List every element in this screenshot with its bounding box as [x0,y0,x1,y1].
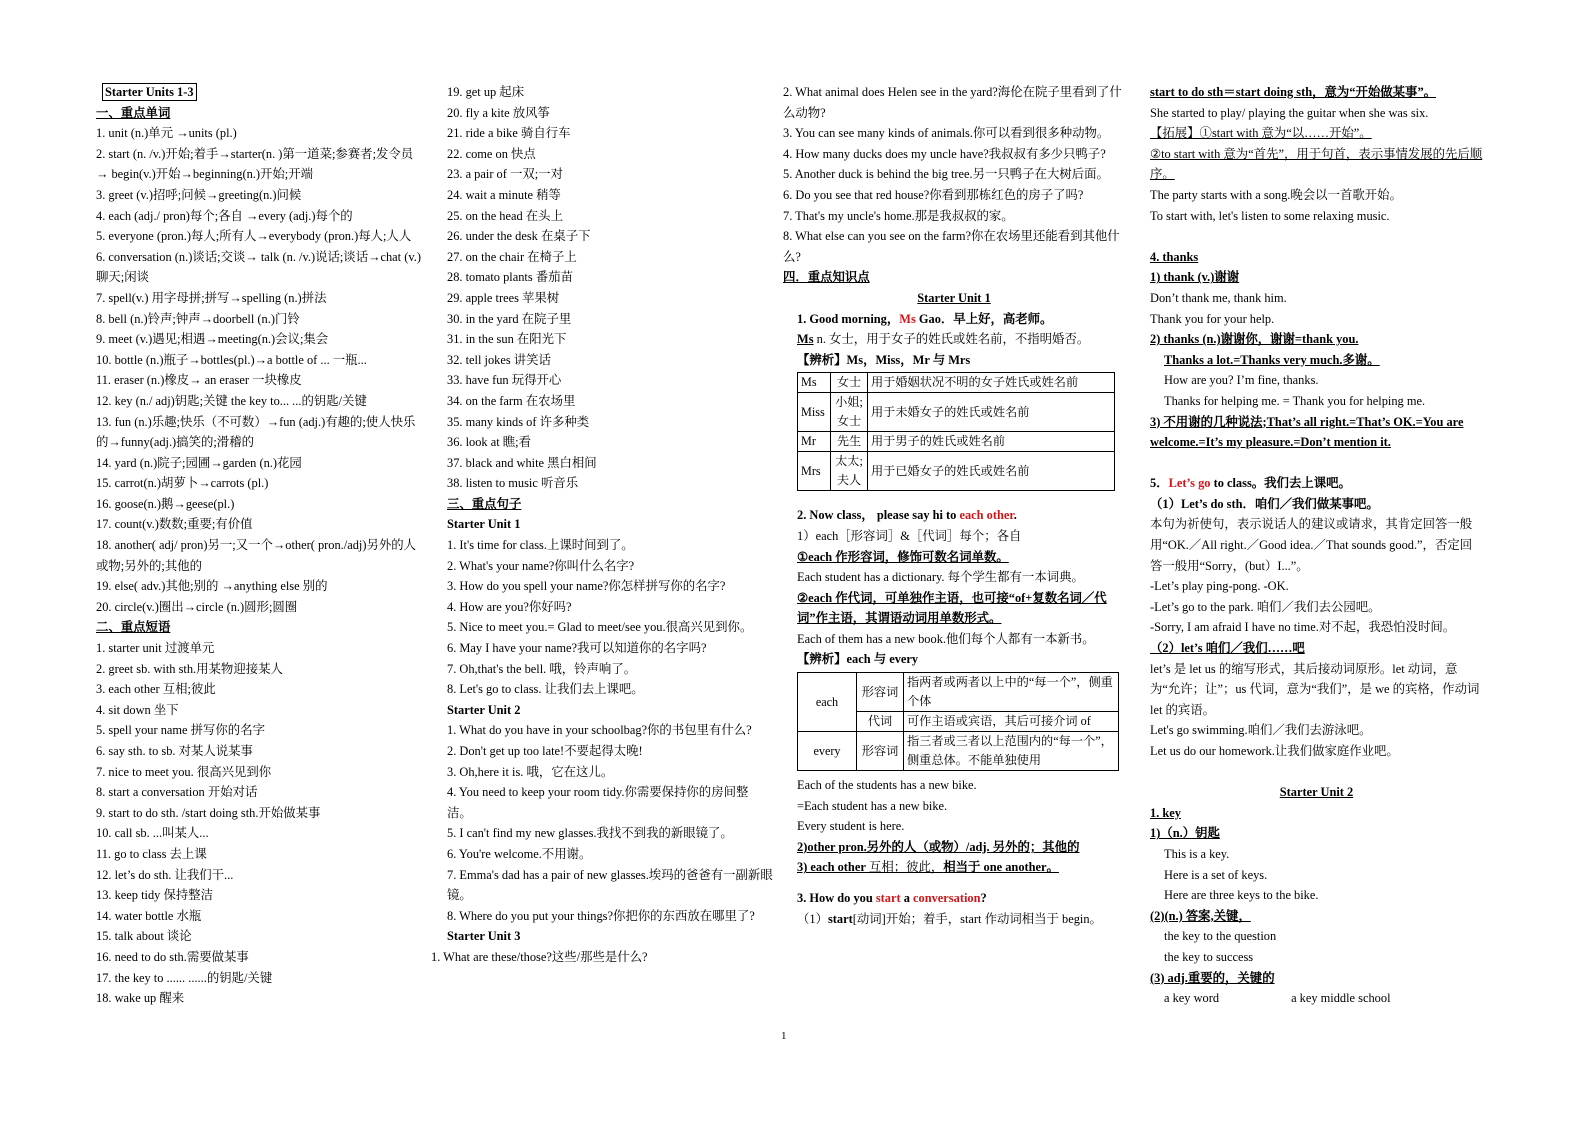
list-item: 11. go to class 去上课 [96,846,207,861]
sub-point: 3) 不用谢的几种说法;That’s all right.=That’s OK.=You are welcome.=It’s my pleasure.=Don’t mention it. [1150,414,1464,450]
extension: 【拓展】①start with 意为“以……开始”。 [1150,126,1372,141]
list-item: 5. I can't find my new glasses.我找不到我的新眼镜了。 [447,826,733,841]
column-4 [1150,82,1483,1009]
list-item: 35. many kinds of 许多种类 [447,414,590,429]
page-number: 1 [781,1030,787,1042]
example: Thanks a lot.=Thanks very much.多谢。 [1164,352,1380,367]
list-item: 5. everyone (pron.)每人;所有人→everybody (pron.)每人;人人 [96,229,412,244]
sub-point: （1）start[动词]开始；着手，start 作动词相当于 begin。 [797,911,1102,926]
rule: ②each 作代词，可单独作主语，也可接“of+复数名词／代词”作主语，其谓语动词用单数形式。 [797,590,1107,626]
table-row [798,432,1115,452]
unit-heading: Starter Unit 3 [447,929,521,944]
example: Each of them has a new book.他们每个人都有一本新书。 [797,631,1095,646]
list-item: 26. under the desk 在桌子下 [447,229,591,244]
knowledge-point: 3. How do you start a conversation? [797,891,987,906]
meaning-cell: 女士 [831,373,868,393]
list-item: 20. fly a kite 放风筝 [447,105,550,120]
sub-point: (2)(n.) 答案,关键， [1150,908,1251,923]
list-item: 6. Do you see that red house?你看到那栋红色的房子了吗? [783,187,1084,202]
column-1 [96,82,422,1009]
list-item: 6. May I have your name?我可以知道你的名字吗? [447,641,707,656]
example-list [783,775,1125,837]
list-item: 2. What animal does Helen see in the yard?海伦在院子里看到了什么动物? [783,85,1122,120]
unit-heading: Starter Unit 1 [917,290,991,305]
usage-cell: 指两者或两者以上中的“每一个”，侧重个体 [904,673,1119,712]
list-item: 3. Oh,here it is. 哦，它在这儿。 [447,764,614,779]
usage-cell: 用于已婚女子的姓氏或姓名前 [868,452,1115,491]
sub-point: 2) thanks (n.)谢谢你，谢谢=thank you. [1150,332,1359,347]
explanation: 本句为祈使句，表示说话人的建议或请求，其肯定回答一般用“OK.／All right.／Good idea.／That sounds good.”，否定回答一般用“Sorry，(but）I...”。 [1150,517,1473,573]
term-cell: Ms [798,373,831,393]
list-item: 29. apple trees 苹果树 [447,290,560,305]
list-item: 8. Where do you put your things?你把你的东西放在哪里了? [447,908,755,923]
list-item: 30. in the yard 在院子里 [447,311,572,326]
example: This is a key. [1164,846,1230,861]
term-cell: Mrs [798,452,831,491]
list-item: 10. bottle (n.)瓶子→bottles(pl.)→a bottle of ... 一瓶... [96,352,367,367]
list-item: 11. eraser (n.)橡皮→ an eraser 一块橡皮 [96,373,302,388]
phrase-list-continued [447,82,773,494]
example: Let's go swimming.咱们／我们去游泳吧。 [1150,723,1372,738]
list-item: 17. the key to ...... ......的钥匙/关键 [96,970,273,985]
list-item: 4. You need to keep your room tidy.你需要保持你的房间整洁。 [447,785,749,820]
list-item: 34. on the farm 在农场里 [447,393,576,408]
table-row [798,393,1115,432]
list-item: 3. You can see many kinds of animals.你可以看到很多种动物。 [783,126,1110,141]
list-item: 5. spell your name 拼写你的名字 [96,723,265,738]
list-item: 13. fun (n.)乐趣;快乐（不可数）→fun (adj.)有趣的;使人快乐的→funny(adj.)搞笑的;滑稽的 [96,414,416,450]
column-2 [431,82,773,968]
section-heading-sentences: 三、重点句子 [447,496,522,511]
knowledge-point: 5．Let’s go to class。我们去上课吧。 [1150,476,1351,491]
usage-cell: 指三者或三者以上范围内的“每一个”，侧重总体。不能单独使用 [904,732,1119,771]
sub-point: 3) each other 互相；彼此，相当于 one another。 [797,860,1059,875]
list-item: 6. conversation (n.)谈话;交谈→ talk (n. /v.)说话;谈话→chat (v.)聊天;闲谈 [96,249,421,285]
phrase-list [96,638,422,1009]
list-item: 9. start to do sth. /start doing sth.开始做某事 [96,805,321,820]
example: To start with, let's listen to some relaxing music. [1150,208,1390,223]
table-row [798,673,1119,712]
title-comparison-table [797,372,1115,491]
section-heading-phrases: 二、重点短语 [96,620,171,635]
list-item: 1. starter unit 过渡单元 [96,641,215,656]
sub-point: 1)（n.）钥匙 [1150,826,1220,841]
term-cell: each [798,673,857,732]
list-item: Each of the students has a new bike. [797,778,977,793]
list-item: 14. yard (n.)院子;园圃→garden (n.)花园 [96,455,302,470]
table-row [798,732,1119,771]
sentence-list [447,535,773,700]
example: She started to play/ playing the guitar when she was six. [1150,105,1429,120]
list-item: 19. get up 起床 [447,85,525,99]
list-item: 5. Nice to meet you.= Glad to meet/see you.很高兴见到你。 [447,620,753,635]
example: Here is a set of keys. [1164,867,1268,882]
list-item: 27. on the chair 在椅子上 [447,249,577,264]
list-item: 38. listen to music 听音乐 [447,476,579,491]
pos-cell: 形容词 [857,732,904,771]
column-3 [783,82,1125,929]
section-heading-knowledge: 四．重点知识点 [783,270,870,285]
knowledge-point: 1. key [1150,805,1181,820]
meaning-cell: 太太; 夫人 [831,452,868,491]
bianxi-heading: 【辨析】each 与 every [797,652,919,667]
list-item: 20. circle(v.)圈出→circle (n.)圆形;圆圈 [96,599,298,614]
list-item: 7. That's my uncle's home.那是我叔叔的家。 [783,208,1014,223]
example: a key word a key middle school [1164,991,1391,1006]
example: Thank you for your help. [1150,311,1275,326]
usage-cell: 用于婚姻状况不明的女子姓氏或姓名前 [868,373,1115,393]
usage-cell: 用于男子的姓氏或姓名前 [868,432,1115,452]
example: the key to the question [1164,929,1277,944]
list-item: 8. What else can you see on the farm?你在农场里还能看到其他什么? [783,229,1120,264]
list-item: 9. meet (v.)遇见;相遇→meeting(n.)会议;集会 [96,332,329,347]
list-item: 31. in the sun 在阳光下 [447,332,567,347]
list-item: 13. keep tidy 保持整洁 [96,888,214,903]
list-item: 23. a pair of 一双;一对 [447,167,563,182]
meaning-cell: 先生 [831,432,868,452]
list-item: 2. What's your name?你叫什么名字? [447,558,635,573]
unit-heading: Starter Unit 2 [447,702,521,717]
list-item: 5. Another duck is behind the big tree.另一只鸭子在大树后面。 [783,167,1109,182]
list-item: 4. How many ducks does my uncle have?我叔叔有多少只鸭子? [783,146,1106,161]
list-item: 12. let’s do sth. 让我们干... [96,867,234,882]
list-item: 37. black and white 黑白相间 [447,455,597,470]
list-item: 25. on the head 在头上 [447,208,563,223]
list-item: 32. tell jokes 讲笑话 [447,352,551,367]
example: Let us do our homework.让我们做家庭作业吧。 [1150,744,1399,758]
example: -Sorry, I am afraid I have no time.对不起，我恐怕没时间。 [1150,620,1456,635]
each-every-table [797,672,1119,771]
explanation: let’s 是 let us 的缩写形式，其后接动词原形。let 动词，意为“允许；让”；us 代词，意为“我们”，是 we 的宾格，作动词 let 的宾语。 [1150,661,1480,717]
list-item: 2. Don't get up too late!不要起得太晚! [447,744,643,758]
list-item: 1. What do you have in your schoolbag?你的书包里有什么? [447,723,752,738]
sentence-list [447,720,773,926]
pos-cell: 代词 [857,712,904,732]
example: Don’t thank me, thank him. [1150,290,1287,305]
sentence-list [431,947,773,968]
sub-point: (3) adj.重要的，关键的 [1150,970,1275,985]
list-item: 3. greet (v.)招呼;问候→greeting(n.)问候 [96,187,302,202]
list-item: 4. How are you?你好吗? [447,599,572,614]
list-item: 1. What are these/those?这些/那些是什么? [431,949,648,964]
document-title: Starter Units 1-3 [102,83,197,101]
list-item: 7. nice to meet you. 很高兴见到你 [96,764,272,779]
example: Thanks for helping me. = Thank you for helping me. [1164,393,1426,408]
list-item: 19. else( adv.)其他;别的 →anything else 别的 [96,579,328,594]
list-item: 18. wake up 醒来 [96,991,185,1006]
list-item: 21. ride a bike 骑自行车 [447,126,571,141]
pos-cell: 形容词 [857,673,904,712]
extension: ②to start with 意为“首先”，用于句首，表示事情发展的先后顺序。 [1150,146,1483,182]
term-cell: every [798,732,857,771]
word-list [96,123,422,617]
sentence-list-continued [783,82,1125,267]
list-item: 3. each other 互相;彼此 [96,682,216,697]
list-item: 8. bell (n.)铃声;钟声→doorbell (n.)门铃 [96,311,300,326]
list-item: 24. wait a minute 稍等 [447,187,561,202]
list-item: 15. carrot(n.)胡萝卜→carrots (pl.) [96,476,269,491]
list-item: 2. greet sb. with sth.用某物迎接某人 [96,661,283,676]
list-item: 2. start (n. /v.)开始;着手→starter(n. )第一道菜;参赛者;发令员→ begin(v.)开始→beginning(n.)开始;开端 [96,146,414,182]
usage-cell: 可作主语或宾语，其后可接介词 of [904,712,1119,732]
list-item: =Each student has a new bike. [797,798,948,813]
usage-cell: 用于未婚女子的姓氏或姓名前 [868,393,1115,432]
list-item: 7. Oh,that's the bell. 哦，铃声响了。 [447,661,637,676]
section-heading-words: 一、重点单词 [96,105,171,120]
unit-heading: Starter Unit 2 [1279,785,1354,800]
list-item: 8. Let's go to class. 让我们去上课吧。 [447,682,644,697]
list-item: 36. look at 瞧;看 [447,435,531,450]
example: the key to success [1164,949,1254,964]
list-item: 6. You're welcome.不用谢。 [447,846,592,861]
list-item: 4. sit down 坐下 [96,702,179,717]
note-line: start to do sth＝start doing sth，意为“开始做某事”。 [1150,85,1437,99]
example: The party starts with a song.晚会以一首歌开始。 [1150,187,1402,202]
list-item: 4. each (adj./ pron)每个;各自 →every (adj.)每个的 [96,208,353,223]
list-item: 15. talk about 谈论 [96,929,192,944]
list-item: 1. unit (n.)单元 →units (pl.) [96,126,237,141]
list-item: 12. key (n./ adj)钥匙;关键 the key to... ...的钥匙/关键 [96,393,367,408]
unit-heading: Starter Unit 1 [447,517,521,532]
list-item: 18. another( adj/ pron)另一;又一个→other( pron./adj)另外的人或物;另外的;其他的 [96,538,417,573]
list-item: 7. Emma's dad has a pair of new glasses.埃玛的爸爸有一副新眼镜。 [447,867,773,903]
example: Each student has a dictionary. 每个学生都有一本词典。 [797,570,1084,585]
list-item: 6. say sth. to sb. 对某人说某事 [96,744,253,758]
list-item: 8. start a conversation 开始对话 [96,785,258,800]
example: How are you? I’m fine, thanks. [1164,373,1319,388]
sub-point: 2)other pron.另外的人（或物）/adj. 另外的；其他的 [797,839,1080,854]
knowledge-point: 4. thanks [1150,249,1199,264]
example: -Let’s go to the park. 咱们／我们去公园吧。 [1150,599,1381,614]
list-item: 17. count(v.)数数;重要;有价值 [96,517,253,532]
list-item: Every student is here. [797,819,905,834]
table-row [798,452,1115,491]
sub-point: （2）let’s 咱们／我们……吧 [1150,641,1305,656]
definition: Ms n. 女士，用于女子的姓氏或姓名前，不指明婚否。 [797,332,1090,347]
table-row [798,373,1115,393]
rule: ①each 作形容词，修饰可数名词单数。 [797,549,1009,564]
list-item: 16. goose(n.)鹅→geese(pl.) [96,496,235,511]
sub-point: 1）each［形容词］&［代词］每个；各自 [797,528,1022,543]
bianxi-heading: 【辨析】Ms，Miss，Mr 与 Mrs [797,352,971,367]
list-item: 10. call sb. ...叫某人... [96,826,209,841]
list-item: 22. come on 快点 [447,146,536,161]
knowledge-point: 2. Now class， please say hi to each other. [797,508,1017,523]
sub-point: 1) thank (v.)谢谢 [1150,270,1240,285]
list-item: 7. spell(v.) 用字母拼;拼写→spelling (n.)拼法 [96,290,327,305]
example: Here are three keys to the bike. [1164,888,1319,903]
term-cell: Mr [798,432,831,452]
example: -Let’s play ping-pong. -OK. [1150,579,1289,594]
list-item: 1. It's time for class.上课时间到了。 [447,538,634,553]
list-item: 14. water bottle 水瓶 [96,908,202,923]
sub-point: （1）Let’s do sth．咱们／我们做某事吧。 [1150,496,1379,511]
list-item: 28. tomato plants 番茄苗 [447,270,573,285]
list-item: 16. need to do sth.需要做某事 [96,949,249,964]
knowledge-point: 1. Good morning，Ms Gao．早上好，高老师。 [797,311,1053,326]
list-item: 3. How do you spell your name?你怎样拼写你的名字? [447,579,726,594]
list-item: 33. have fun 玩得开心 [447,373,562,388]
meaning-cell: 小姐; 女士 [831,393,868,432]
term-cell: Miss [798,393,831,432]
